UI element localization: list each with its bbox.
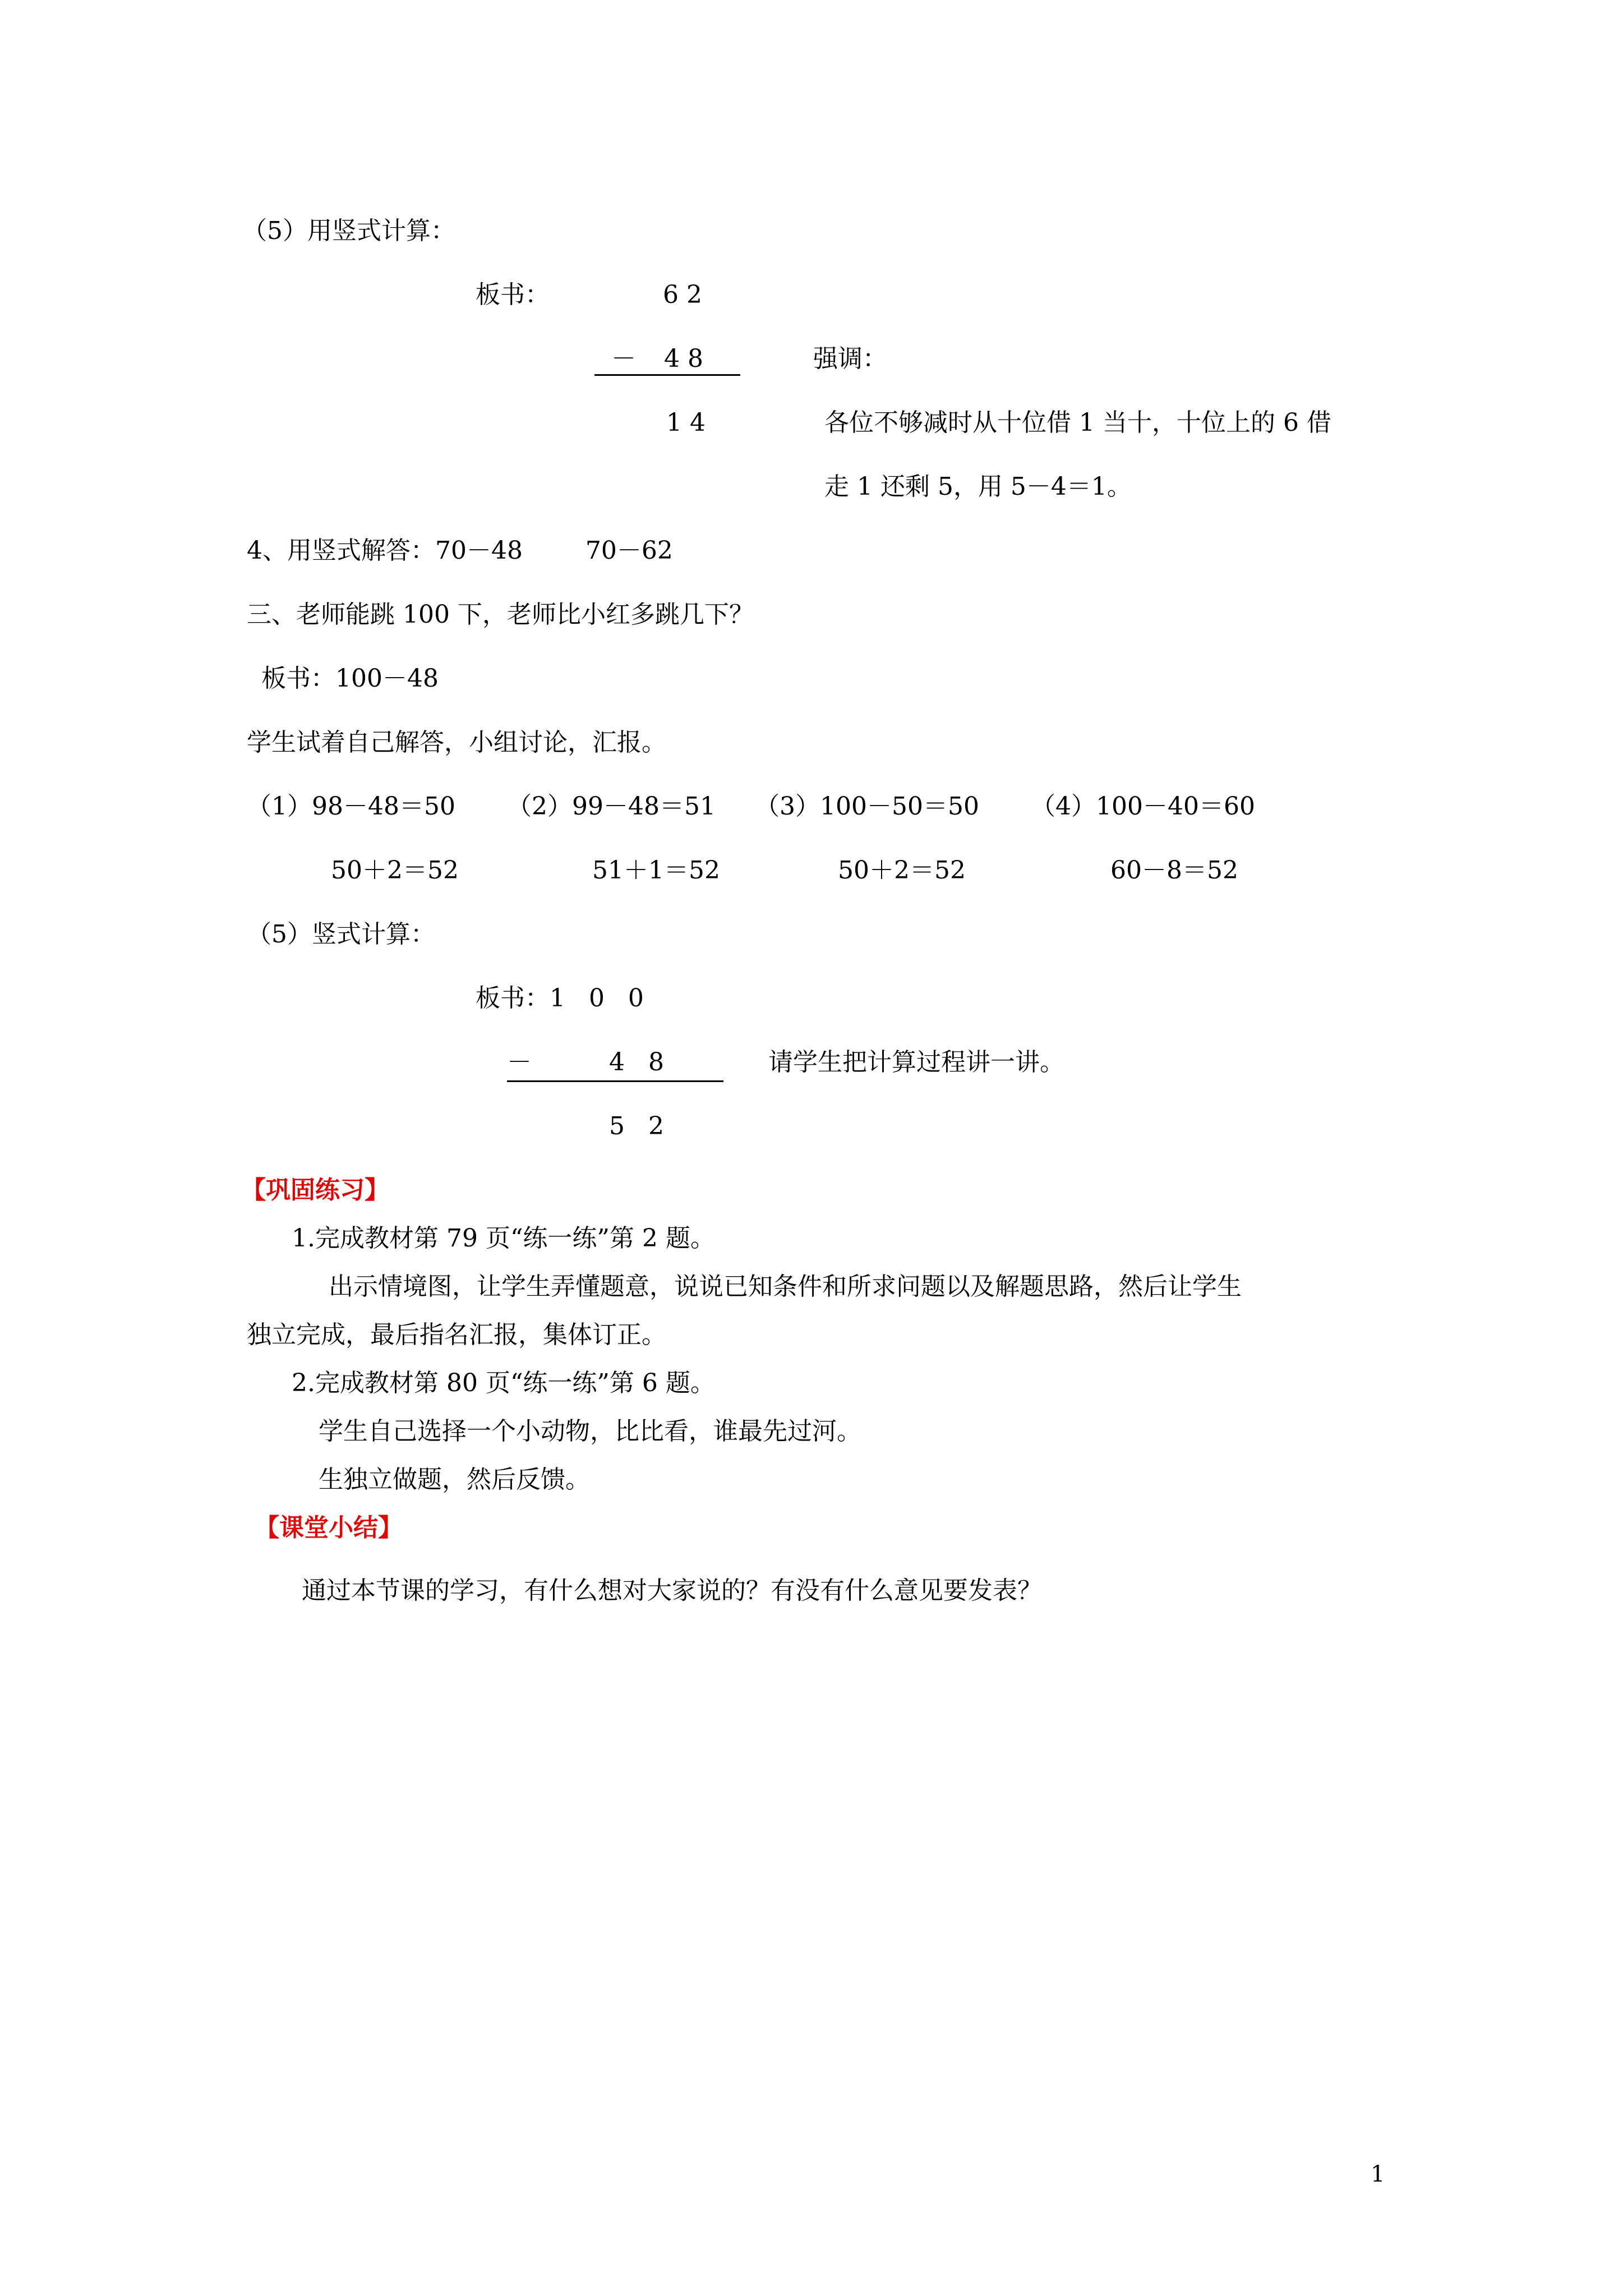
vertical-calc-2-heading: （5）竖式计算： [247,920,435,949]
method-2-line1: （2）99－48＝51 [507,792,716,821]
method-3-line2: 50＋2＝52 [838,856,966,885]
difference: 1 4 [666,408,706,437]
vertical-calc-rule [594,374,740,376]
practice-item-1-desc-line2: 独立完成，最后指名汇报，集体订正。 [247,1320,666,1349]
summary-heading: 【课堂小结】 [255,1513,403,1542]
minus-operator: － [611,344,636,373]
practice-item-2: 2.完成教材第 80 页“练一练”第 6 题。 [292,1369,715,1397]
method-4-line1: （4）100－40＝60 [1031,792,1255,821]
board-label: 板书： [476,280,550,309]
vertical-calc-2-result: 5 2 [609,1112,664,1140]
section-3-instruction: 学生试着自己解答，小组讨论，汇报。 [247,728,666,757]
vertical-calc-2-note: 请学生把计算过程讲一讲。 [768,1048,1064,1076]
practice-item-2-desc2: 生独立做题，然后反馈。 [319,1465,590,1494]
practice-heading: 【巩固练习】 [241,1176,389,1204]
emphasis-text-line2: 走 1 还剩 5，用 5－4＝1。 [824,472,1132,501]
minuend: 6 2 [663,280,702,309]
vertical-calc-2-rule [507,1080,723,1082]
emphasis-label: 强调： [813,344,887,373]
page-number: 1 [1371,2161,1385,2187]
vertical-calc-2-subtrahend: 4 8 [609,1048,664,1076]
method-2-line2: 51＋1＝52 [592,856,720,885]
subtrahend: 4 8 [664,344,703,373]
method-3-line1: （3）100－50＝50 [755,792,979,821]
item-4: 4、用竖式解答：70－48 70－62 [247,536,673,565]
method-1-line2: 50＋2＝52 [331,856,459,885]
method-1-line1: （1）98－48＝50 [247,792,455,821]
summary-text: 通过本节课的学习，有什么想对大家说的？有没有什么意见要发表？ [302,1576,1042,1605]
vertical-calc-2-board: 板书：1 0 0 [476,984,644,1013]
practice-item-1: 1.完成教材第 79 页“练一练”第 2 题。 [292,1224,715,1253]
section-3-board: 板书：100－48 [261,664,439,693]
vertical-calc-2-operator: － [507,1048,532,1076]
practice-item-2-desc1: 学生自己选择一个小动物，比比看，谁最先过河。 [319,1417,861,1446]
practice-item-1-desc-line1: 出示情境图，让学生弄懂题意，说说已知条件和所求问题以及解题思路，然后让学生 [329,1272,1242,1301]
method-4-line2: 60－8＝52 [1110,856,1238,885]
section-3-title: 三、老师能跳 100 下，老师比小红多跳几下？ [247,600,754,629]
emphasis-text-line1: 各位不够减时从十位借 1 当十，十位上的 6 借 [824,408,1331,437]
vertical-calc-heading: （5）用竖式计算： [242,217,455,245]
